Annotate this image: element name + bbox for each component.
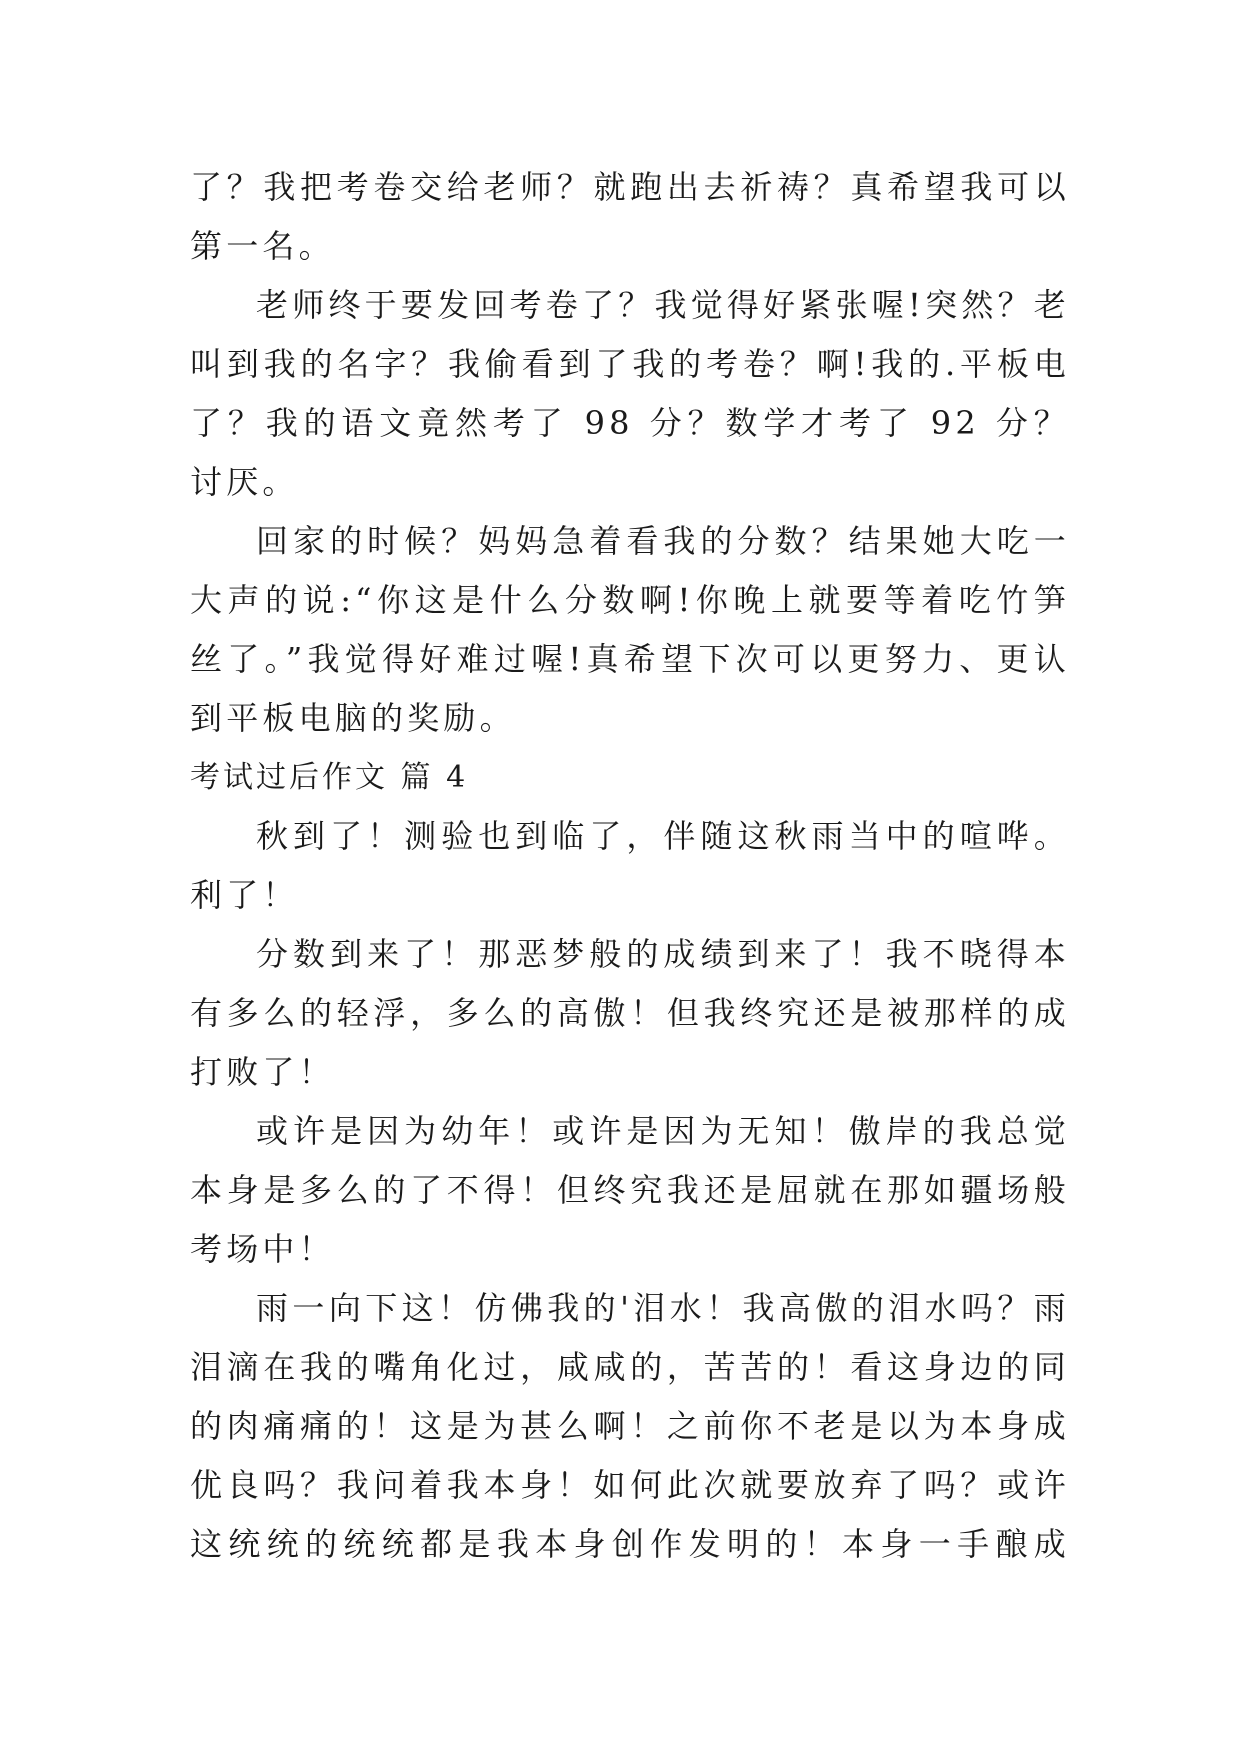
paragraph-5 bbox=[190, 925, 1070, 1102]
text-line: 优良吗？我问着我本身！如何此次就要放弃了吗？或许 bbox=[190, 1466, 1070, 1504]
text-line: 考场中！ bbox=[190, 1230, 335, 1268]
text-line: 本身是多么的了不得！但终究我还是屈就在那如疆场般 bbox=[190, 1171, 1070, 1209]
text-line: 第一名。 bbox=[190, 227, 335, 265]
text-line: 秋到了！测验也到临了，伴随这秋雨当中的喧哗。 bbox=[256, 817, 1070, 855]
text-line: 或许是因为幼年！或许是因为无知！傲岸的我总觉 bbox=[256, 1112, 1070, 1150]
text-line: 大声的说:“你这是什么分数啊!你晚上就要等着吃竹笋 bbox=[190, 581, 1070, 619]
paragraph-2 bbox=[190, 276, 1070, 512]
text-line: 到平板电脑的奖励。 bbox=[190, 699, 516, 737]
text-line: 了？我的语文竟然考了 98 分？数学才考了 92 分？ bbox=[190, 404, 1070, 442]
paragraph-1 bbox=[190, 158, 1070, 276]
text-line: 老师终于要发回考卷了？我觉得好紧张喔!突然？老 bbox=[256, 286, 1070, 324]
section-heading: 考试过后作文 篇 4 bbox=[190, 760, 469, 795]
paragraph-3 bbox=[190, 512, 1070, 748]
paragraph-6 bbox=[190, 1102, 1070, 1279]
paragraph-4 bbox=[190, 807, 1070, 925]
text-line: 回家的时候？妈妈急着看我的分数？结果她大吃一 bbox=[256, 522, 1070, 560]
text-line: 这统统的统统都是我本身创作发明的！本身一手酿成 bbox=[190, 1525, 1070, 1563]
text-line: 丝了。”我觉得好难过喔!真希望下次可以更努力、更认 bbox=[190, 640, 1070, 678]
document-body bbox=[190, 158, 1070, 1574]
text-line: 讨厌。 bbox=[190, 463, 299, 501]
text-line: 利了！ bbox=[190, 876, 299, 914]
text-line: 打败了！ bbox=[190, 1053, 335, 1091]
text-line: 有多么的轻浮，多么的高傲！但我终究还是被那样的成 bbox=[190, 994, 1070, 1032]
paragraph-7 bbox=[190, 1279, 1070, 1574]
text-line: 的肉痛痛的！这是为甚么啊！之前你不老是以为本身成 bbox=[190, 1407, 1070, 1445]
text-line: 叫到我的名字？我偷看到了我的考卷？啊!我的.平板电 bbox=[190, 345, 1070, 383]
text-line: 分数到来了！那恶梦般的成绩到来了！我不晓得本 bbox=[256, 935, 1070, 973]
text-line: 了？我把考卷交给老师？就跑出去祈祷？真希望我可以 bbox=[190, 168, 1070, 206]
text-line: 雨一向下这！仿佛我的'泪水！我高傲的泪水吗？雨 bbox=[256, 1289, 1070, 1327]
text-line: 泪滴在我的嘴角化过，咸咸的，苦苦的！看这身边的同 bbox=[190, 1348, 1070, 1386]
